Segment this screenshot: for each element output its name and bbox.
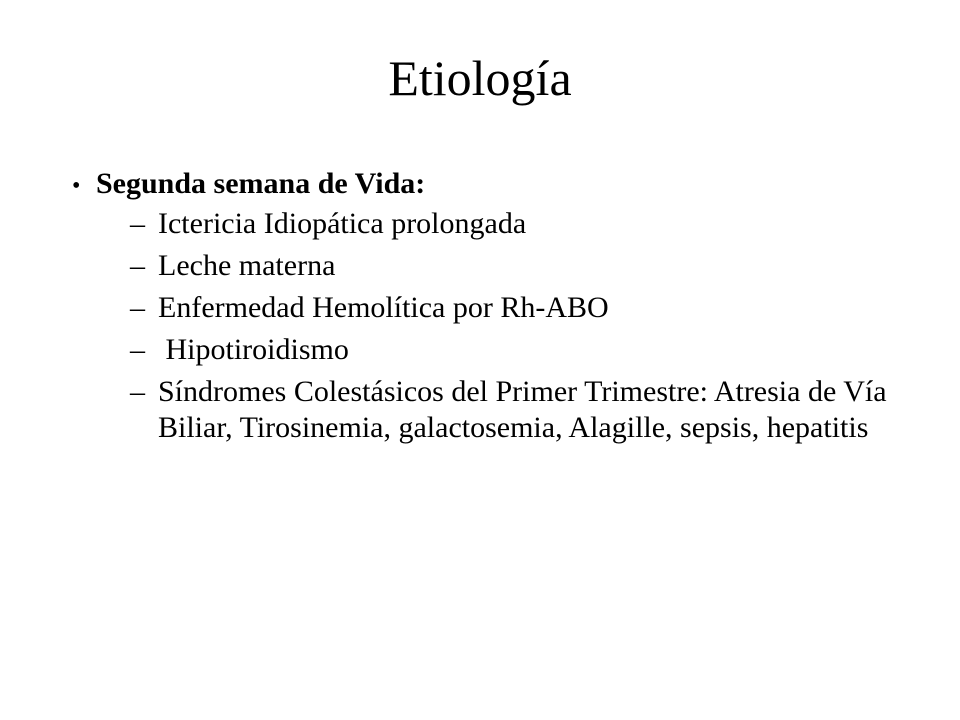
sub-item-text: Ictericia Idiopática prolongada <box>158 207 527 240</box>
bullet-item <box>72 166 912 202</box>
dash-icon: – <box>130 333 145 366</box>
bullet-heading: Segunda semana de Vida: <box>96 167 426 200</box>
sub-item <box>130 374 912 446</box>
dash-icon: – <box>130 375 145 408</box>
sub-item <box>130 290 912 326</box>
sub-item <box>130 332 912 368</box>
sub-item <box>130 206 912 242</box>
bullet-icon: • <box>72 173 81 199</box>
sub-item-text: Síndromes Colestásicos del Primer Trimestre: Atresia de Vía Biliar, Tirosinemia, galactosemia, Alagille, sepsis, hepatitis <box>158 375 895 444</box>
sub-item <box>130 248 912 284</box>
dash-icon: – <box>130 249 145 282</box>
sub-item-text: Leche materna <box>158 249 336 282</box>
slide-content <box>72 166 912 452</box>
dash-icon: – <box>130 291 145 324</box>
sub-item-text: Hipotiroidismo <box>158 333 349 366</box>
sub-list <box>72 206 912 446</box>
dash-icon: – <box>130 207 145 240</box>
sub-item-text: Enfermedad Hemolítica por Rh-ABO <box>158 291 609 324</box>
slide-title: Etiología <box>388 50 572 106</box>
